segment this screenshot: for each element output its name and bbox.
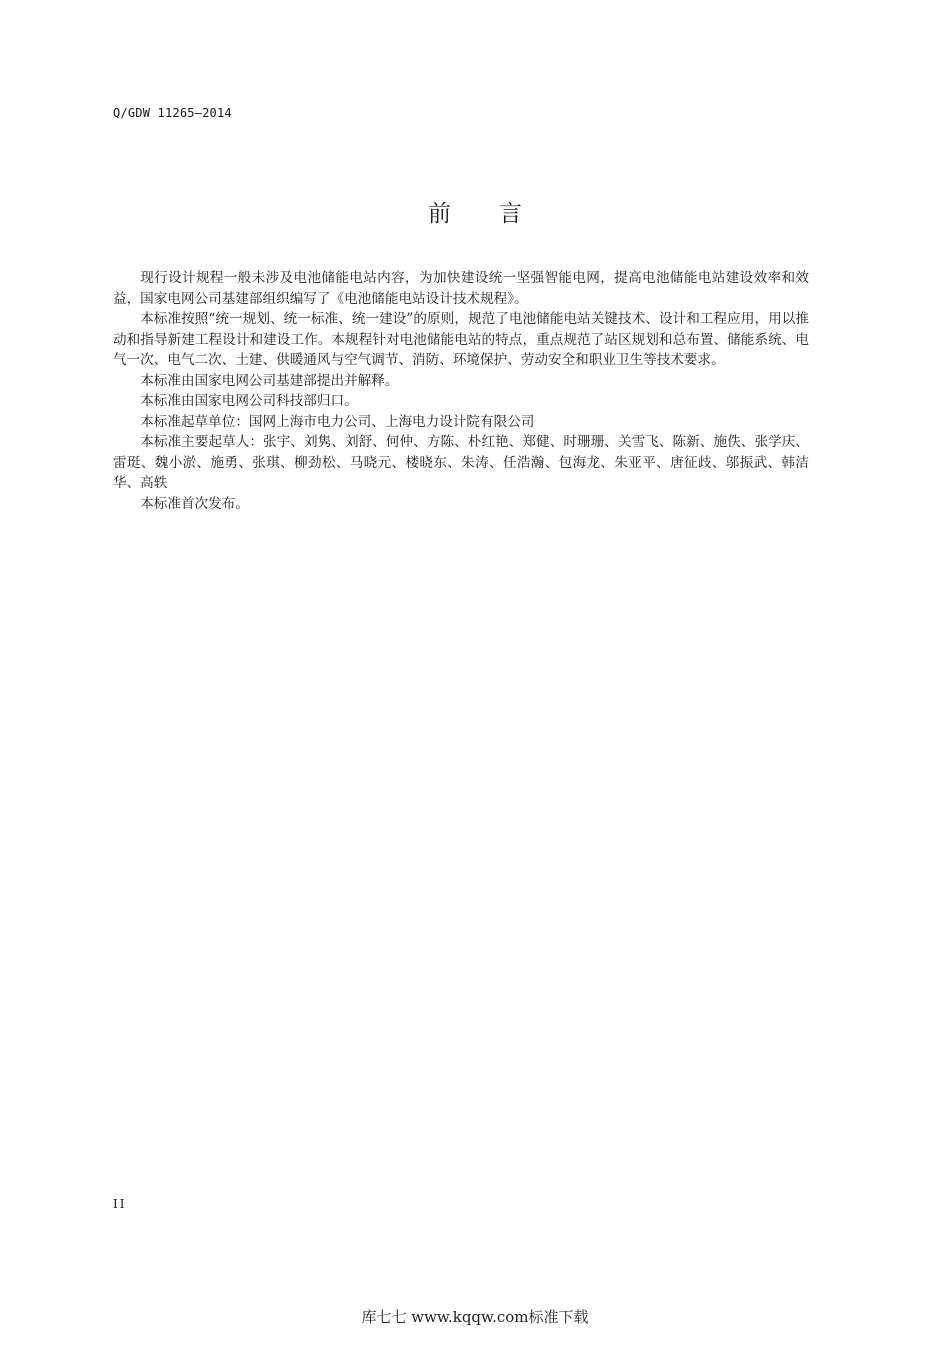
standard-code-header: Q/GDW 11265—2014 — [113, 106, 232, 120]
paragraph-scope: 本标准按照“统一规划、统一标准、统一建设”的原则，规范了电池储能电站关键技术、设计和工程应用，用以推动和指导新建工程设计和建设工作。本规程针对电池储能电站的特点，重点规范了站区规划和总布置、储能系统、电气一次、电气二次、土建、供暖通风与空气调节、消防、环境保护、劳动安全和职业卫生等技术要求。 — [113, 311, 809, 368]
page-title: 前言 — [428, 201, 570, 227]
paragraph-first-release: 本标准首次发布。 — [140, 495, 249, 512]
foreword-body — [113, 268, 809, 514]
paragraph-drafting-units: 本标准起草单位：国网上海市电力公司、上海电力设计院有限公司 — [140, 413, 535, 430]
paragraph-administrator: 本标准由国家电网公司科技部归口。 — [140, 393, 358, 409]
page-number: II — [113, 1197, 127, 1211]
paragraph-proposer: 本标准由国家电网公司基建部提出并解释。 — [140, 372, 399, 389]
paragraph-drafters: 本标准主要起草人：张宇、刘隽、刘舒、何仲、方陈、朴红艳、郑健、时珊珊、关雪飞、陈新、施佚、张学庆、雷珽、魏小淤、施勇、张琪、柳劲松、马晓元、楼晓东、朱涛、任浩瀚、包海龙、朱亚平、唐征歧、邬振武、韩洁华、高轶 — [113, 434, 809, 491]
paragraph-background: 现行设计规程一般未涉及电池储能电站内容，为加快建设统一坚强智能电网，提高电池储能电站建设效率和效益，国家电网公司基建部组织编写了《电池储能电站设计技术规程》。 — [113, 270, 809, 307]
download-watermark: 库七七 www.kqqw.com标准下载 — [361, 1308, 589, 1326]
